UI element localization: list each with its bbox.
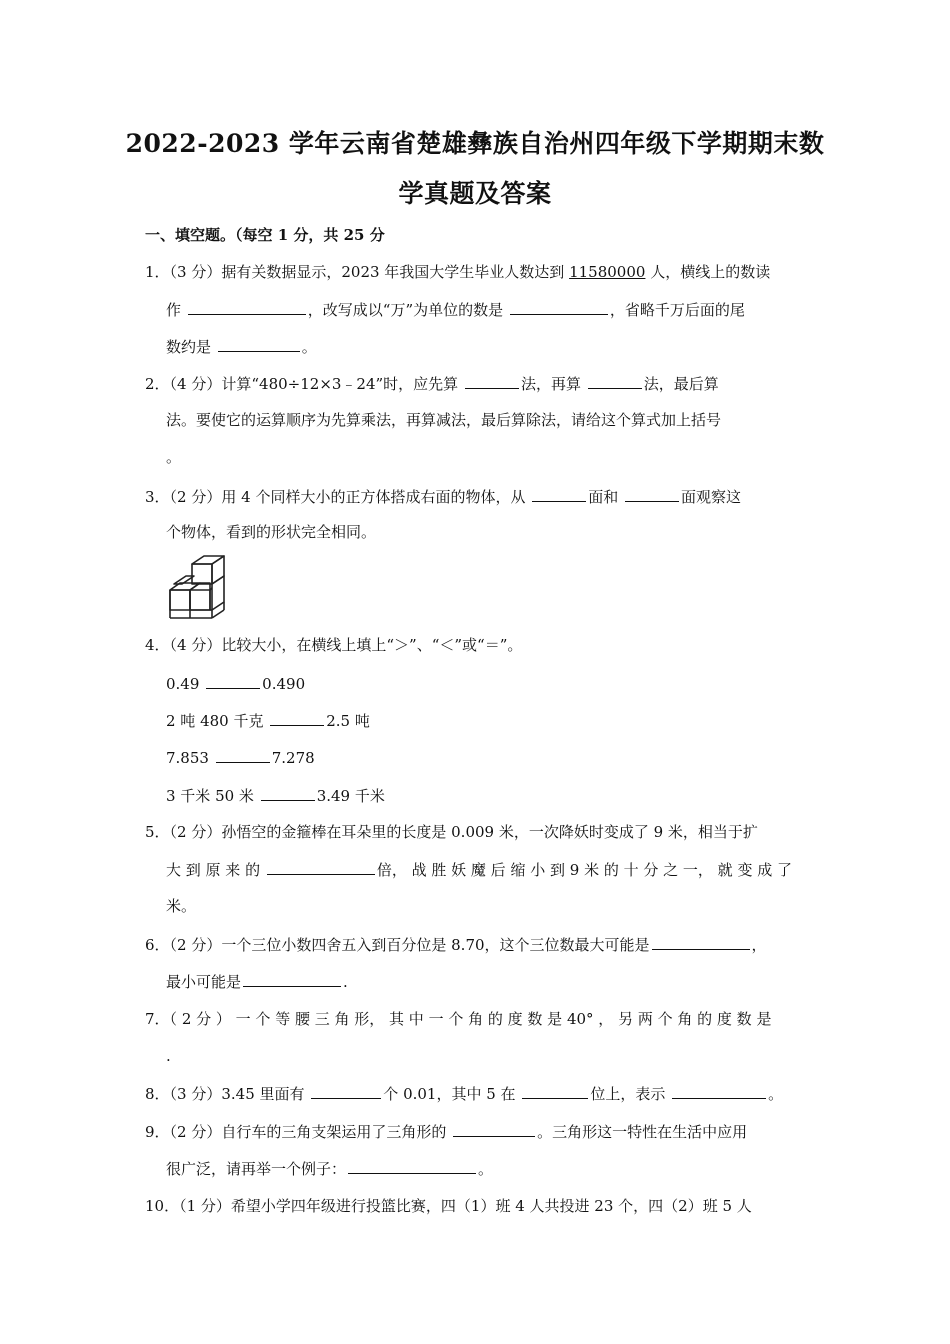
question-text: ，省略千万后面的尾: [609, 301, 745, 319]
answer-blank[interactable]: [453, 1121, 535, 1137]
comparison-row: [166, 673, 305, 694]
question-number: 9．: [145, 1123, 170, 1141]
question-number: 2．: [145, 375, 170, 393]
document-title-line-2: 学真题及答案: [398, 179, 552, 208]
answer-blank[interactable]: [465, 373, 519, 389]
underlined-number: 11580000: [569, 263, 646, 281]
section-heading-fill-blank: 一、填空题。（每空 1 分，共 25 分: [145, 226, 385, 244]
question-2-line-2: 法。要使它的运算顺序为先算乘法，再算减法，最后算除法，请给这个算式加上括号: [166, 411, 722, 429]
question-text: ，改写成以“万”为单位的数是: [307, 301, 508, 319]
question-text: 个 0.01，其中 5 在: [383, 1085, 521, 1103]
question-number: 6．: [145, 936, 170, 954]
answer-blank[interactable]: [216, 747, 270, 763]
answer-blank[interactable]: [270, 710, 324, 726]
question-number: 4．: [145, 636, 170, 654]
question-8-line-1: [145, 1083, 783, 1104]
question-text: 。: [478, 1160, 494, 1178]
question-number: 1．: [145, 263, 170, 281]
question-text: （3 分）据有关数据显示，2023 年我国大学生毕业人数达到: [169, 263, 570, 281]
question-text: 作: [166, 301, 186, 319]
question-1-line-2: [166, 299, 745, 320]
answer-blank[interactable]: [532, 486, 586, 502]
question-6-line-1: [145, 934, 767, 955]
question-number: 7．: [145, 1010, 170, 1028]
answer-blank[interactable]: [261, 785, 315, 801]
cube-stack-figure: [166, 552, 230, 628]
question-number: 8．: [145, 1085, 170, 1103]
question-text: （4 分）计算“480÷12×3﹣24”时，应先算: [169, 375, 463, 393]
comparison-right: 0.490: [262, 675, 306, 693]
answer-blank[interactable]: [243, 971, 341, 987]
question-5-line-3: 米。: [166, 897, 197, 915]
answer-blank[interactable]: [625, 486, 679, 502]
question-text: 面和: [588, 488, 623, 506]
comparison-right: 7.278: [271, 749, 315, 767]
question-text: 面观察这: [681, 488, 742, 506]
question-7-line-2: .: [166, 1047, 171, 1065]
question-text: （2 分）一个三位小数四舍五入到百分位是 8.70，这个三位数最大可能是: [169, 936, 650, 954]
question-text: 大 到 原 来 的: [166, 861, 265, 879]
question-text: 。: [768, 1085, 784, 1103]
question-text: （3 分）3.45 里面有: [169, 1085, 310, 1103]
question-text: （2 分）用 4 个同样大小的正方体搭成右面的物体，从: [169, 488, 531, 506]
question-5-line-2: [166, 859, 792, 880]
question-7-line-1: [145, 1009, 771, 1029]
question-number: 5．: [145, 823, 170, 841]
comparison-left: 3 千米 50 米: [166, 787, 259, 805]
document-title-line-1: 2022-2023 学年云南省楚雄彝族自治州四年级下学期期末数: [125, 129, 825, 158]
question-text: .: [343, 973, 348, 991]
answer-blank[interactable]: [311, 1083, 381, 1099]
answer-blank[interactable]: [510, 299, 608, 315]
question-3-line-2: 个物体，看到的形状完全相同。: [166, 523, 377, 541]
question-text: 最小可能是: [166, 973, 242, 991]
question-1-line-1: [145, 262, 770, 282]
comparison-left: 7.853: [166, 749, 214, 767]
question-number: 10．: [145, 1197, 180, 1215]
answer-blank[interactable]: [188, 299, 306, 315]
answer-blank[interactable]: [672, 1083, 766, 1099]
question-number: 3．: [145, 488, 170, 506]
question-text: 法，最后算: [643, 375, 719, 393]
question-5-line-1: [145, 822, 758, 842]
question-text: 位上，表示: [590, 1085, 671, 1103]
question-text: 很广泛，请再举一个例子：: [166, 1160, 347, 1178]
question-2-line-1: [145, 373, 719, 394]
cube-stack-drawing: [166, 552, 230, 624]
answer-blank[interactable]: [522, 1083, 588, 1099]
answer-blank[interactable]: [588, 373, 642, 389]
question-text: 数约是: [166, 338, 216, 356]
answer-blank[interactable]: [348, 1158, 476, 1174]
question-3-line-1: [145, 486, 741, 507]
comparison-row: [166, 710, 370, 731]
answer-blank[interactable]: [267, 859, 375, 875]
comparison-row: [166, 747, 315, 768]
question-4-line-1: [145, 635, 522, 655]
comparison-right: 2.5 吨: [326, 712, 370, 730]
comparison-left: 0.49: [166, 675, 205, 693]
question-9-line-1: [145, 1121, 747, 1142]
question-text: 倍， 战 胜 妖 魔 后 缩 小 到 9 米 的 十 分 之 一， 就 变 成 了: [376, 861, 792, 879]
question-1-line-3: [166, 336, 317, 357]
question-6-line-2: [166, 971, 348, 992]
comparison-row: [166, 785, 385, 806]
question-text: 人，横线上的数读: [645, 263, 771, 281]
answer-blank[interactable]: [218, 336, 300, 352]
question-text: 。三角形这一特性在生活中应用: [537, 1123, 748, 1141]
question-9-line-2: [166, 1158, 493, 1179]
question-text: （2 分）孙悟空的金箍棒在耳朵里的长度是 0.009 米，一次降妖时变成了 9 米，相当于扩: [169, 823, 758, 841]
question-text: （ 2 分 ） 一 个 等 腰 三 角 形， 其 中 一 个 角 的 度 数 是 40° ， 另 两 个 角 的 度 数 是: [169, 1010, 772, 1028]
question-text: （4 分）比较大小，在横线上填上“＞”、“＜”或“＝”。: [169, 636, 523, 654]
question-2-line-3: 。: [166, 448, 182, 466]
comparison-left: 2 吨 480 千克: [166, 712, 269, 730]
question-text: （1 分）希望小学四年级进行投篮比赛，四（1）班 4 人共投进 23 个，四（2）班 5 人: [179, 1197, 752, 1215]
question-text: 法，再算: [520, 375, 586, 393]
question-text: （2 分）自行车的三角支架运用了三角形的: [169, 1123, 452, 1141]
question-text: ，: [751, 936, 767, 954]
answer-blank[interactable]: [206, 673, 260, 689]
answer-blank[interactable]: [652, 934, 750, 950]
question-text: 。: [301, 338, 317, 356]
comparison-right: 3.49 千米: [316, 787, 385, 805]
question-10-line-1: [145, 1196, 752, 1216]
